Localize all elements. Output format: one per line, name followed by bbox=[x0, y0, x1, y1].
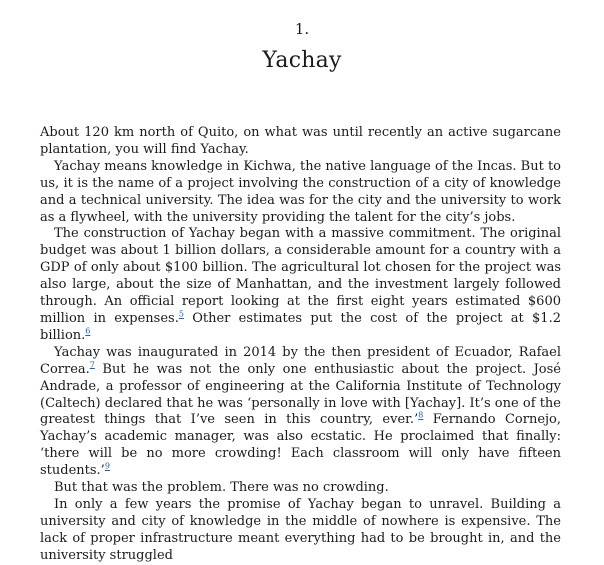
paragraph-text: Yachay was inaugurated in 2014 by the then president of Ecuador, Rafael Correa. bbox=[40, 344, 561, 377]
paragraph-text: About 120 km north of Quito, on what was until recently an active sugarcane plantation, you will find Yachay. bbox=[40, 125, 561, 157]
body-paragraph bbox=[40, 480, 561, 497]
chapter-body bbox=[40, 125, 561, 565]
paragraph-text: Yachay means knowledge in Kichwa, the native language of the Incas. But to us, it is the name of a project involving the construction of a city of knowledge and a technical university. The idea was for the city and the university to work as a flywheel, with the university providing the talent for the city’s jobs. bbox=[40, 158, 561, 225]
chapter-title: Yachay bbox=[262, 48, 342, 73]
body-paragraph bbox=[40, 125, 561, 159]
body-paragraph bbox=[40, 345, 561, 480]
paragraph-text: But he was not the only one enthusiastic about the project. José Andrade, a professor of engineering at the California Institute of Technology (Caltech) declared that he was ‘personally in love with [Yachay]. It’s one of the greatest things that I’ve seen in this country, ever.’ bbox=[40, 361, 561, 428]
paragraph-text: Other estimates put the cost of the project at $1.2 billion. bbox=[40, 310, 561, 343]
paragraph-text: In only a few years the promise of Yachay began to unravel. Building a university and city of knowledge in the middle of nowhere is expensive. The lack of proper infrastructure meant everything had to be brought in, and the university struggled bbox=[40, 496, 561, 563]
chapter-number: 1. bbox=[294, 20, 310, 38]
footnote-link[interactable]: 9 bbox=[104, 461, 110, 471]
paragraph-text: The construction of Yachay began with a massive commitment. The original budget was about 1 billion dollars, a considerable amount for a country with a GDP of only about $100 billion. The agricultural lot chosen for the project was also large, about the size of Manhattan, and the investment largely followed through. An official report looking at the first eight years estimated $600 million in expenses. bbox=[40, 226, 561, 326]
footnote-link[interactable]: 5 bbox=[178, 309, 184, 319]
paragraph-text: Fernando Cornejo, Yachay’s academic manager, was also ecstatic. He proclaimed that finally: ‘there will be no more crowding! Each classroom will only have fifteen students.’ bbox=[40, 412, 562, 479]
footnote-link[interactable]: 6 bbox=[85, 326, 91, 336]
footnote-link[interactable]: 8 bbox=[418, 411, 424, 421]
footnote-link[interactable]: 7 bbox=[89, 360, 95, 370]
body-paragraph bbox=[40, 497, 561, 565]
paragraph-text: But that was the problem. There was no crowding. bbox=[54, 480, 389, 496]
body-paragraph bbox=[40, 226, 561, 344]
body-paragraph bbox=[40, 159, 561, 227]
